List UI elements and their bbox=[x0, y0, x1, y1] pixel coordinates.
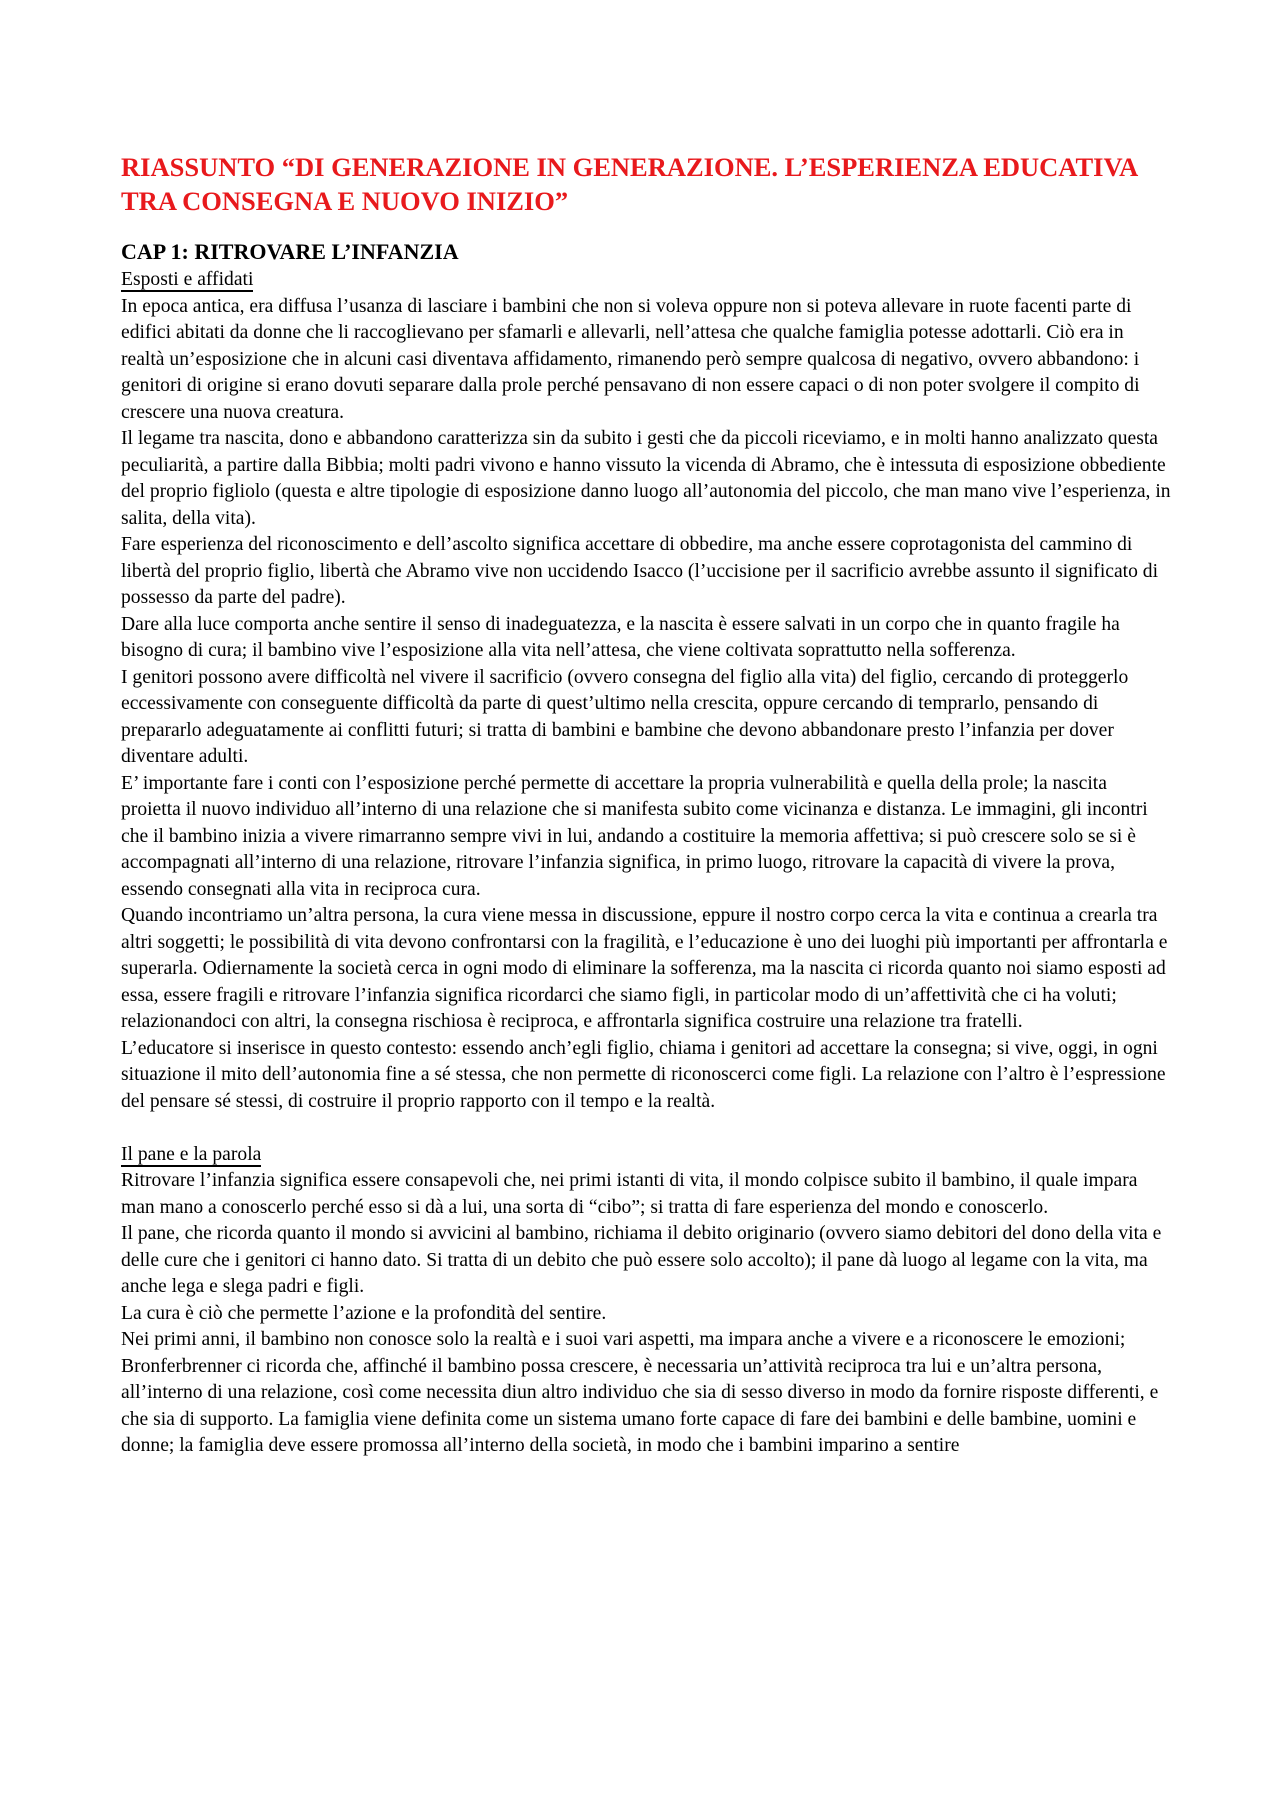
paragraph: Nei primi anni, il bambino non conosce solo la realtà e i suoi vari aspetti, ma impara anche a vivere e a riconoscere le emozioni; Bronferbrenner ci ricorda che, affinché il bambino possa crescere, è necessaria un’attività reciproca tra lui e un’altra persona, all’interno di una relazione, così come necessita diun altro individuo che sia di sesso diverso in modo da fornire risposte differenti, e che sia di supporto. La famiglia viene definita come un sistema umano forte capace di fare dei bambini e delle bambine, uomini e donne; la famiglia deve essere promossa all’interno della società, in modo che i bambini imparino a sentire bbox=[121, 1329, 1159, 1456]
paragraph: La cura è ciò che permette l’azione e la profondità del sentire. bbox=[121, 1302, 607, 1324]
paragraph: Dare alla luce comporta anche sentire il senso di inadeguatezza, e la nascita è essere salvati in un corpo che in quanto fragile ha bisogno di cura; il bambino vive l’esposizione alla vita nell’attesa, che viene coltivata soprattutto nella sofferenza. bbox=[121, 613, 1120, 661]
paragraph: In epoca antica, era diffusa l’usanza di lasciare i bambini che non si voleva oppure non si poteva allevare in ruote facenti parte di edifici abitati da donne che li raccoglievano per sfamarli e allevarli, nell’attesa che qualche famiglia potesse adottarli. Ciò era in realtà un’esposizione che in alcuni casi diventava affidamento, rimanendo però sempre qualcosa di negativo, ovvero abbandono: i genitori di origine si erano dovuti separare dalla prole perché pensavano di non essere capaci o di non poter svolgere il compito di crescere una nuova creatura. bbox=[121, 295, 1140, 423]
paragraph: Fare esperienza del riconoscimento e dell’ascolto significa accettare di obbedire, ma anche essere coprotagonista del cammino di libertà del proprio figlio, libertà che Abramo vive non uccidendo Isacco (l’uccisione per il sacrificio avrebbe assunto il significato di possesso da parte del padre). bbox=[121, 534, 1159, 608]
section-esposti-e-affidati bbox=[121, 267, 1171, 1115]
document-title: RIASSUNTO “DI GENERAZIONE IN GENERAZIONE. L’ESPERIENZA EDUCATIVA TRA CONSEGNA E NUOVO INIZIO” bbox=[121, 152, 1137, 216]
section-title: Il pane e la parola bbox=[121, 1143, 262, 1165]
section-title: Esposti e affidati bbox=[121, 269, 254, 290]
paragraph: Il pane, che ricorda quanto il mondo si avvicini al bambino, richiama il debito originario (ovvero siamo debitori del dono della vita e delle cure che i genitori ci hanno dato. Si tratta di un debito che può essere solo accolto); il pane dà luogo al legame con la vita, ma anche lega e slega padri e figli. bbox=[121, 1223, 1162, 1297]
paragraph: I genitori possono avere difficoltà nel vivere il sacrificio (ovvero consegna del figlio alla vita) del figlio, cercando di proteggerlo eccessivamente con conseguente difficoltà da parte di quest’ultimo nella crescita, oppure cercando di temprarlo, pensando di prepararlo adeguatamente ai conflitti futuri; si tratta di bambini e bambine che devono abbandonare presto l’infanzia per dover diventare adulti. bbox=[121, 666, 1129, 767]
paragraph: Quando incontriamo un’altra persona, la cura viene messa in discussione, eppure il nostro corpo cerca la vita e continua a crearla tra altri soggetti; le possibilità di vita devono confrontarsi con la fragilità, e l’educazione è uno dei luoghi più importanti per affrontarla e superarla. Odiernamente la società cerca in ogni modo di eliminare la sofferenza, ma la nascita ci ricorda quanto noi siamo esposti ad essa, essere fragili e ritrovare l’infanzia significa ricordarci che siamo figli, in particolar modo di un’affettività che ci ha voluti; relazionandoci con altri, la consegna rischiosa è reciproca, e affrontarla significa costruire una relazione tra fratelli. bbox=[121, 905, 1168, 1032]
section-il-pane-e-la-parola bbox=[121, 1142, 1171, 1460]
paragraph: L’educatore si inserisce in questo contesto: essendo anch’egli figlio, chiama i genitori ad accettare la consegna; si vive, oggi, in ogni situazione il mito dell’autonomia fine a sé stessa, che non permette di riconoscerci come figli. La relazione con l’altro è l’espressione del pensare sé stessi, di costruire il proprio rapporto con il tempo e la realtà. bbox=[121, 1037, 1166, 1112]
paragraph: Il legame tra nascita, dono e abbandono caratterizza sin da subito i gesti che da piccoli riceviamo, e in molti hanno analizzato questa peculiarità, a partire dalla Bibbia; molti padri vivono e hanno vissuto la vicenda di Abramo, che è intessuta di esposizione obbediente del proprio figliolo (questa e altre tipologie di esposizione danno luogo all’autonomia del piccolo, che man mano vive l’esperienza, in salita, della vita). bbox=[121, 428, 1171, 529]
document-page bbox=[121, 150, 1171, 1460]
paragraph: E’ importante fare i conti con l’esposizione perché permette di accettare la propria vulnerabilità e quella della prole; la nascita proietta il nuovo individuo all’interno di una relazione che si manifesta subito come vicinanza e distanza. Le immagini, gli incontri che il bambino inizia a vivere rimarranno sempre vivi in lui, andando a costituire la memoria affettiva; si può crescere solo se si è accompagnati all’interno di una relazione, ritrovare l’infanzia significa, in primo luogo, ritrovare la capacità di vivere la prova, essendo consegnati alla vita in reciproca cura. bbox=[121, 772, 1148, 900]
paragraph: Ritrovare l’infanzia significa essere consapevoli che, nei primi istanti di vita, il mondo colpisce subito il bambino, il quale impara man mano a conoscerlo perché esso si dà a lui, una sorta di “cibo”; si tratta di fare esperienza del mondo e conoscerlo. bbox=[121, 1170, 1138, 1218]
chapter-title: CAP 1: RITROVARE L’INFANZIA bbox=[121, 239, 459, 264]
